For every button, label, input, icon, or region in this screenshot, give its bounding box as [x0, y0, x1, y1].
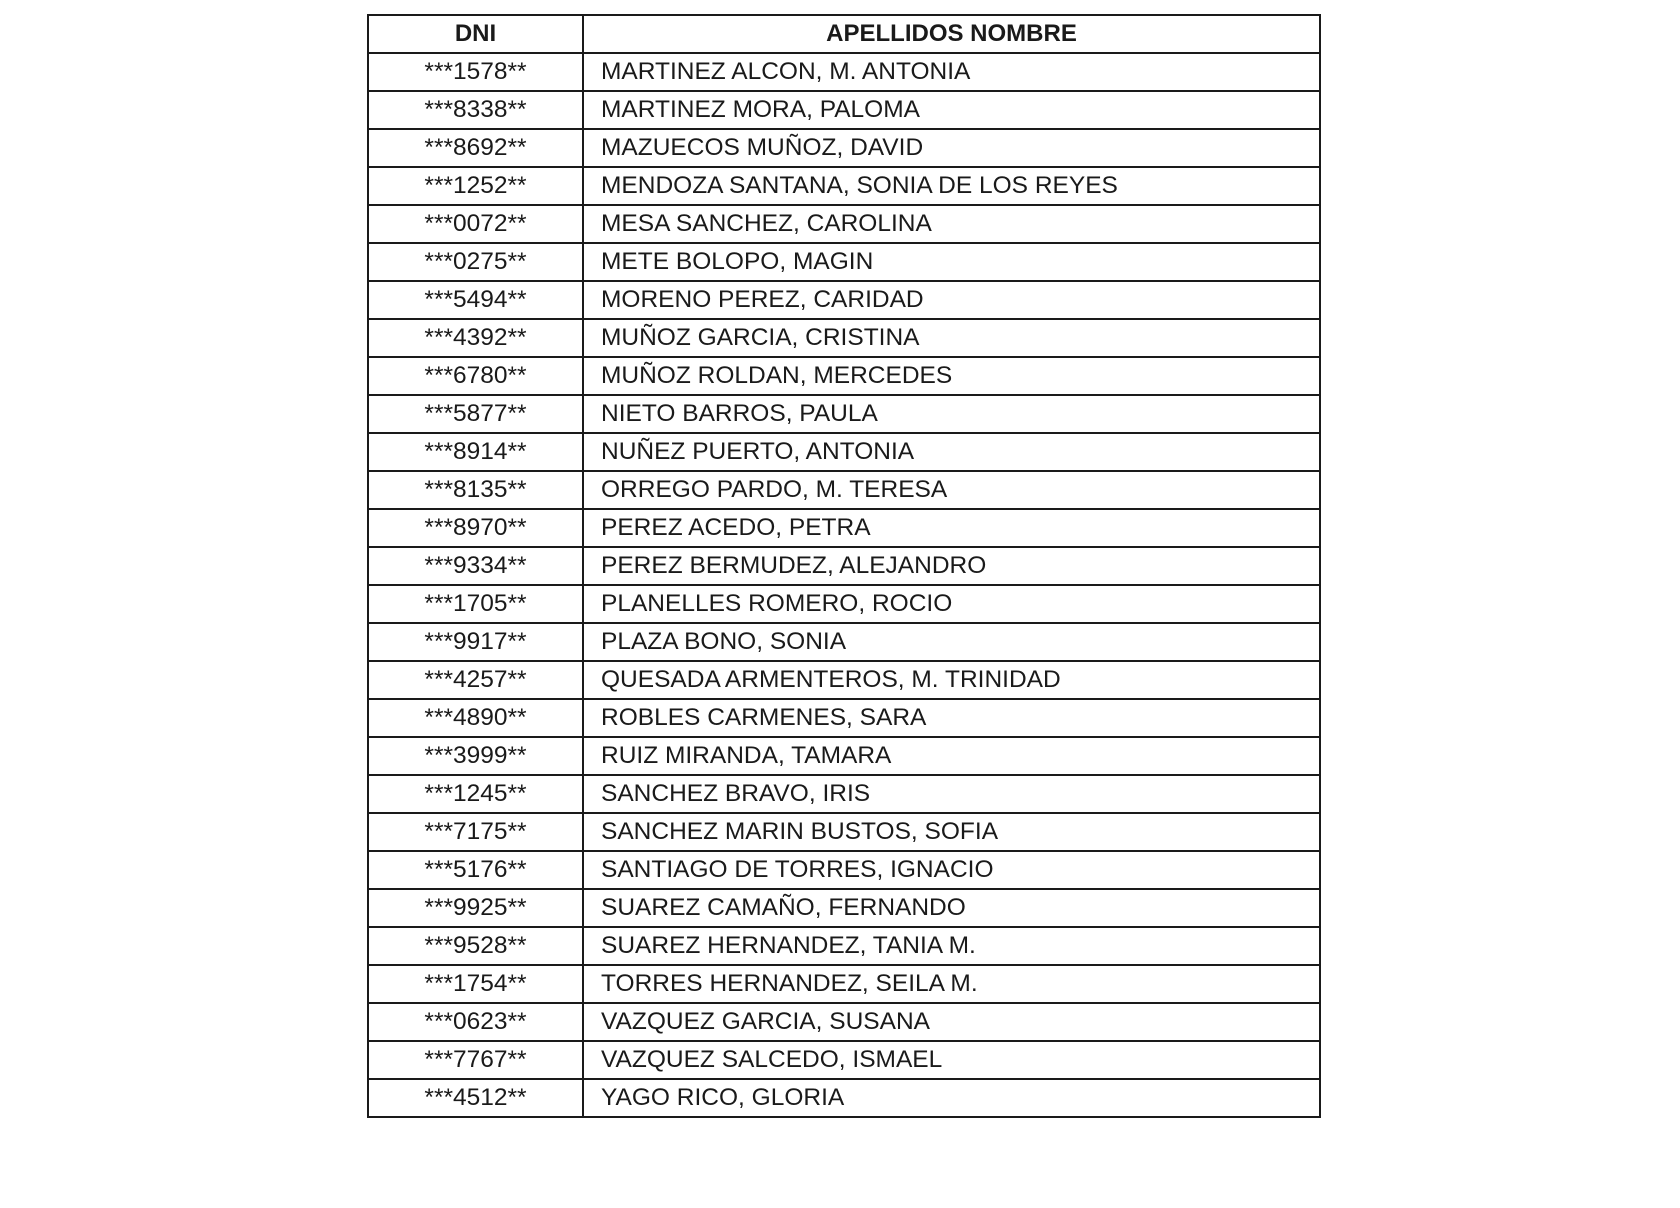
table-row [368, 737, 1320, 775]
name-cell: MAZUECOS MUÑOZ, DAVID [583, 129, 1320, 167]
table-row [368, 889, 1320, 927]
dni-cell: ***5494** [368, 281, 583, 319]
name-cell: YAGO RICO, GLORIA [583, 1079, 1320, 1117]
dni-cell: ***9925** [368, 889, 583, 927]
name-cell: MUÑOZ GARCIA, CRISTINA [583, 319, 1320, 357]
name-cell: ORREGO PARDO, M. TERESA [583, 471, 1320, 509]
name-cell: NIETO BARROS, PAULA [583, 395, 1320, 433]
dni-cell: ***8135** [368, 471, 583, 509]
table-row [368, 775, 1320, 813]
name-cell: VAZQUEZ GARCIA, SUSANA [583, 1003, 1320, 1041]
name-cell: MUÑOZ ROLDAN, MERCEDES [583, 357, 1320, 395]
dni-cell: ***8970** [368, 509, 583, 547]
column-header-dni: DNI [368, 15, 583, 53]
dni-cell: ***8692** [368, 129, 583, 167]
dni-cell: ***1578** [368, 53, 583, 91]
table-row [368, 509, 1320, 547]
dni-cell: ***0072** [368, 205, 583, 243]
table-row [368, 433, 1320, 471]
name-cell: TORRES HERNANDEZ, SEILA M. [583, 965, 1320, 1003]
name-cell: QUESADA ARMENTEROS, M. TRINIDAD [583, 661, 1320, 699]
dni-cell: ***9334** [368, 547, 583, 585]
name-cell: PLANELLES ROMERO, ROCIO [583, 585, 1320, 623]
header-row [368, 15, 1320, 53]
name-cell: PLAZA BONO, SONIA [583, 623, 1320, 661]
table-row [368, 699, 1320, 737]
name-cell: SUAREZ CAMAÑO, FERNANDO [583, 889, 1320, 927]
dni-cell: ***8914** [368, 433, 583, 471]
table-row [368, 91, 1320, 129]
table-row [368, 319, 1320, 357]
dni-cell: ***7175** [368, 813, 583, 851]
name-cell: METE BOLOPO, MAGIN [583, 243, 1320, 281]
table-row [368, 129, 1320, 167]
table-row [368, 1079, 1320, 1117]
table-row [368, 623, 1320, 661]
dni-cell: ***4512** [368, 1079, 583, 1117]
table-row [368, 167, 1320, 205]
dni-cell: ***0275** [368, 243, 583, 281]
column-header-name: APELLIDOS NOMBRE [583, 15, 1320, 53]
dni-cell: ***1252** [368, 167, 583, 205]
table-row [368, 1041, 1320, 1079]
dni-cell: ***9528** [368, 927, 583, 965]
table-row [368, 965, 1320, 1003]
table-body [368, 53, 1320, 1117]
table-row [368, 243, 1320, 281]
name-cell: ROBLES CARMENES, SARA [583, 699, 1320, 737]
table-row [368, 471, 1320, 509]
table-row [368, 661, 1320, 699]
table-header [368, 15, 1320, 53]
dni-cell: ***1754** [368, 965, 583, 1003]
table-row [368, 927, 1320, 965]
dni-cell: ***5176** [368, 851, 583, 889]
name-cell: PEREZ ACEDO, PETRA [583, 509, 1320, 547]
dni-cell: ***0623** [368, 1003, 583, 1041]
table-row [368, 1003, 1320, 1041]
name-cell: MARTINEZ MORA, PALOMA [583, 91, 1320, 129]
table-row [368, 53, 1320, 91]
table-row [368, 205, 1320, 243]
dni-cell: ***4392** [368, 319, 583, 357]
name-cell: MENDOZA SANTANA, SONIA DE LOS REYES [583, 167, 1320, 205]
table-row [368, 851, 1320, 889]
name-cell: MESA SANCHEZ, CAROLINA [583, 205, 1320, 243]
table-row [368, 357, 1320, 395]
name-cell: SUAREZ HERNANDEZ, TANIA M. [583, 927, 1320, 965]
name-cell: SANTIAGO DE TORRES, IGNACIO [583, 851, 1320, 889]
candidate-list-table [367, 14, 1321, 1118]
name-cell: PEREZ BERMUDEZ, ALEJANDRO [583, 547, 1320, 585]
dni-cell: ***1245** [368, 775, 583, 813]
dni-cell: ***1705** [368, 585, 583, 623]
table-row [368, 281, 1320, 319]
dni-cell: ***4257** [368, 661, 583, 699]
dni-cell: ***6780** [368, 357, 583, 395]
dni-cell: ***3999** [368, 737, 583, 775]
dni-cell: ***9917** [368, 623, 583, 661]
table-row [368, 813, 1320, 851]
dni-cell: ***4890** [368, 699, 583, 737]
dni-cell: ***5877** [368, 395, 583, 433]
name-cell: MARTINEZ ALCON, M. ANTONIA [583, 53, 1320, 91]
table-row [368, 585, 1320, 623]
name-cell: SANCHEZ BRAVO, IRIS [583, 775, 1320, 813]
name-cell: SANCHEZ MARIN BUSTOS, SOFIA [583, 813, 1320, 851]
dni-cell: ***7767** [368, 1041, 583, 1079]
name-cell: VAZQUEZ SALCEDO, ISMAEL [583, 1041, 1320, 1079]
dni-cell: ***8338** [368, 91, 583, 129]
table-row [368, 547, 1320, 585]
name-cell: NUÑEZ PUERTO, ANTONIA [583, 433, 1320, 471]
table-row [368, 395, 1320, 433]
name-cell: MORENO PEREZ, CARIDAD [583, 281, 1320, 319]
candidate-list-table-container [367, 14, 1319, 1118]
name-cell: RUIZ MIRANDA, TAMARA [583, 737, 1320, 775]
